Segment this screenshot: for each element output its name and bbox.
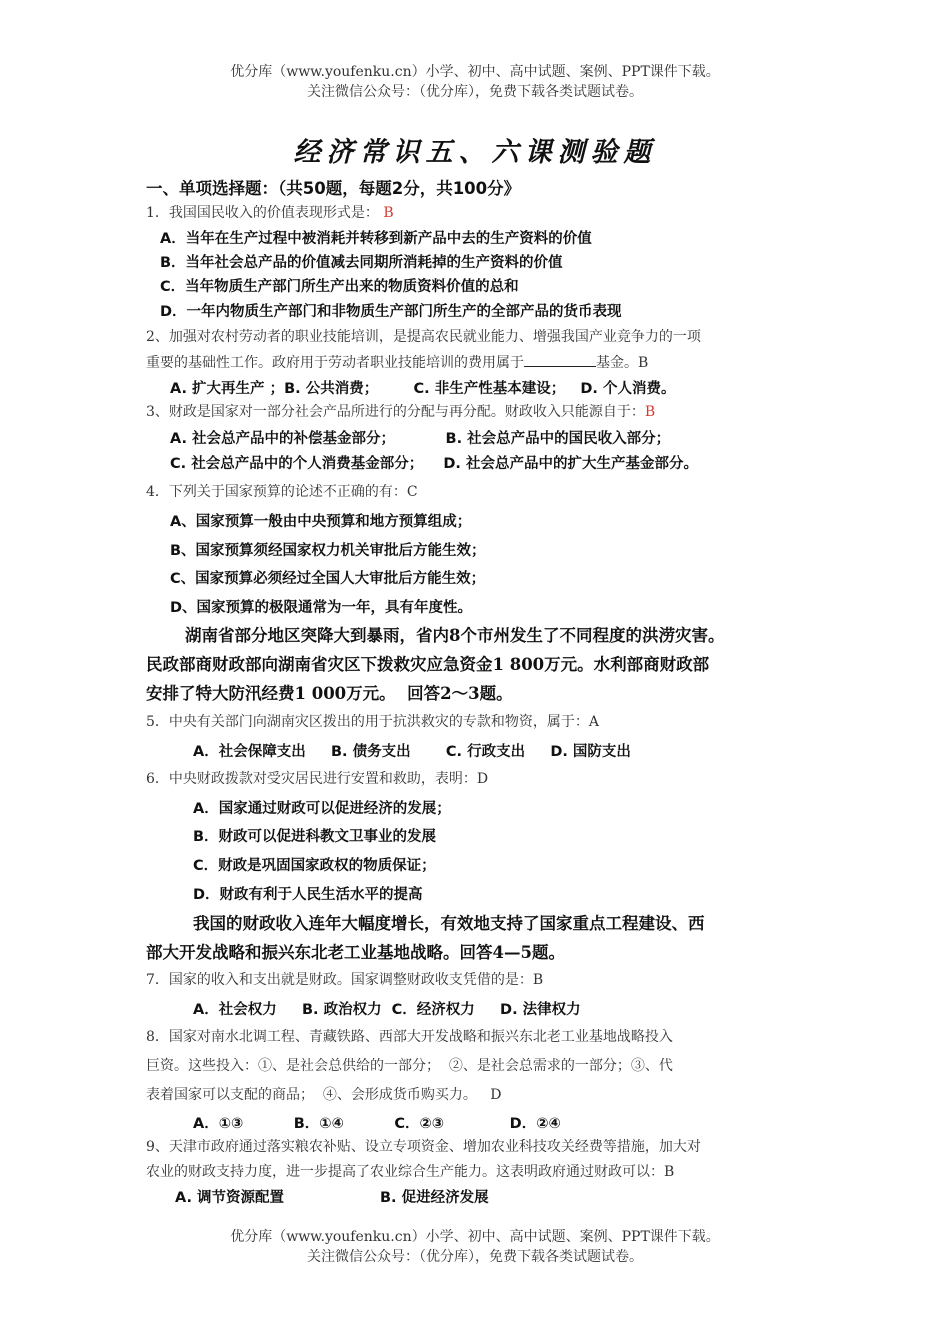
header-line-1: 优分库（www.youfenku.cn）小学、初中、高中试题、案例、PPT课件下载。 (230, 64, 720, 80)
q2-line-2-end: 基金。B (596, 355, 649, 371)
answer-blank (524, 352, 596, 367)
page-header (0, 62, 950, 102)
q1-option-b: B．当年社会总产品的价值减去同期所消耗掉的生产资料的价值 (160, 255, 563, 271)
q3-stem-text: 3、财政是国家对一部分社会产品所进行的分配与再分配。财政收入只能源自于： (146, 404, 645, 420)
material-1-line-2: 民政部商财政部向湖南省灾区下拨救灾应急资金1 800万元。水利部商财政部 (146, 655, 710, 674)
q2-line-2-text: 重要的基础性工作。政府用于劳动者职业技能培训的费用属于 (146, 355, 524, 371)
footer-line-2: 关注微信公众号：（优分库），免费下载各类试题试卷。 (307, 1249, 643, 1265)
q1-option-c: C．当年物质生产部门所生产出来的物质资料价值的总和 (160, 279, 519, 295)
q6-option-b: B．财政可以促进科教文卫事业的发展 (193, 829, 437, 845)
q1-stem (146, 202, 394, 222)
q4-option-b: B、国家预算须经国家权力机关审批后方能生效； (170, 543, 486, 559)
q1-stem-text: 1．我国国民收入的价值表现形式是： (146, 205, 379, 221)
q4-option-c: C、国家预算必须经过全国人大审批后方能生效； (170, 571, 486, 587)
q2-line-1: 2、加强对农村劳动者的职业技能培训，是提高农民就业能力、增强我国产业竞争力的一项 (146, 329, 701, 345)
page-title: 经济常识五、六课测验题 (293, 137, 657, 168)
q6-stem: 6．中央财政拨款对受灾居民进行安置和救助，表明：D (146, 771, 489, 787)
q5-options: A．社会保障支出 B. 债务支出 C. 行政支出 D. 国防支出 (193, 744, 631, 760)
q8-line-3: 表着国家可以支配的商品； ④、会形成货币购买力。 D (146, 1087, 502, 1103)
q6-option-d: D．财政有利于人民生活水平的提高 (193, 887, 423, 903)
q9-line-1: 9、天津市政府通过落实粮农补贴、设立专项资金、增加农业科技攻关经费等措施，加大对 (146, 1139, 701, 1155)
q1-option-a: A．当年在生产过程中被消耗并转移到新产品中去的生产资料的价值 (160, 231, 592, 247)
section-heading: 一、单项选择题：（共50题，每题2分，共100分》 (146, 179, 521, 198)
material-2-line-1: 我国的财政收入连年大幅度增长，有效地支持了国家重点工程建设、西 (193, 914, 705, 933)
page-footer (0, 1227, 950, 1267)
q4-option-d: D、国家预算的极限通常为一年，具有年度性。 (170, 600, 473, 616)
q6-option-c: C．财政是巩固国家政权的物质保证； (193, 858, 436, 874)
q9-line-2: 农业的财政支持力度，进一步提高了农业综合生产能力。这表明政府通过财政可以：B (146, 1164, 675, 1180)
q8-line-2: 巨资。这些投入：①、是社会总供给的一部分； ②、是社会总需求的一部分；③、代 (146, 1058, 673, 1074)
q7-stem: 7．国家的收入和支出就是财政。国家调整财政收支凭借的是：B (146, 972, 544, 988)
material-1-line-1: 湖南省部分地区突降大到暴雨，省内8个市州发生了不同程度的洪涝灾害。 (185, 626, 725, 645)
header-line-2: 关注微信公众号：（优分库），免费下载各类试题试卷。 (307, 84, 643, 100)
q6-option-a: A．国家通过财政可以促进经济的发展； (193, 801, 451, 817)
material-2-line-2: 部大开发战略和振兴东北老工业基地战略。回答4—5题。 (146, 943, 565, 962)
q1-option-d: D．一年内物质生产部门和非物质生产部门所生产的全部产品的货币表现 (160, 304, 622, 320)
q4-option-a: A、国家预算一般由中央预算和地方预算组成； (170, 514, 472, 530)
q2-line-2 (146, 352, 648, 372)
q2-options: A. 扩大再生产 ；B. 公共消费； C. 非生产性基本建设； D. 个人消费。 (170, 381, 676, 397)
q3-options-row-2: C. 社会总产品中的个人消费基金部分； D. 社会总产品中的扩大生产基金部分。 (170, 456, 698, 472)
q9-options: A. 调节资源配置 B. 促进经济发展 (175, 1190, 489, 1206)
material-1-line-3: 安排了特大防汛经费1 000万元。 回答2～3题。 (146, 684, 513, 703)
q3-stem (146, 401, 655, 421)
q4-stem: 4．下列关于国家预算的论述不正确的有：C (146, 484, 418, 500)
q8-line-1: 8．国家对南水北调工程、青藏铁路、西部大开发战略和振兴东北老工业基地战略投入 (146, 1029, 673, 1045)
q1-answer: B (383, 205, 394, 221)
q5-stem: 5．中央有关部门向湖南灾区拨出的用于抗洪救灾的专款和物资，属于：A (146, 714, 600, 730)
q8-options: A．①③ B．①④ C．②③ D．②④ (193, 1116, 561, 1132)
q7-options: A．社会权力 B. 政治权力 C．经济权力 D. 法律权力 (193, 1002, 581, 1018)
q3-answer: B (644, 404, 656, 420)
footer-line-1: 优分库（www.youfenku.cn）小学、初中、高中试题、案例、PPT课件下载。 (230, 1229, 720, 1245)
q3-options-row-1: A. 社会总产品中的补偿基金部分； B. 社会总产品中的国民收入部分； (170, 431, 671, 447)
